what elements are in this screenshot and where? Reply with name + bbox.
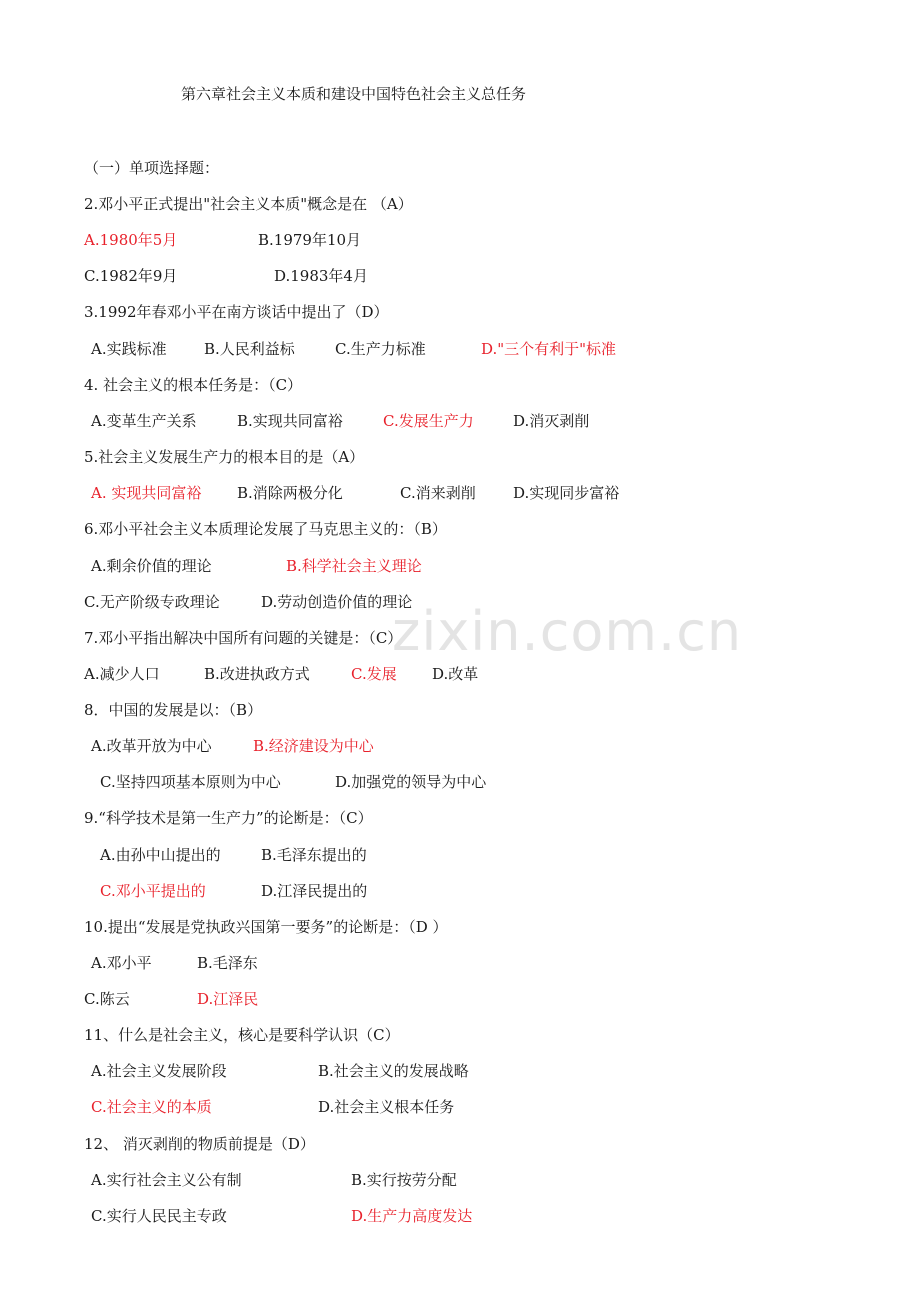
option-b: B.毛泽东 xyxy=(197,954,258,972)
option-b: B.实现共同富裕 xyxy=(237,412,343,430)
question-text: 6.邓小平社会主义本质理论发展了马克思主义的：（B） xyxy=(84,520,447,538)
option-a: A.实行社会主义公有制 xyxy=(91,1171,242,1189)
option-a: A.剩余价值的理论 xyxy=(91,557,212,575)
option-a-correct: A.1980年5月 xyxy=(84,231,178,249)
option-d: D.消灭剥削 xyxy=(513,412,590,430)
option-a: A.实践标准 xyxy=(91,340,167,358)
option-b: B.实行按劳分配 xyxy=(351,1171,457,1189)
option-c: C.生产力标准 xyxy=(335,340,426,358)
option-b-correct: B.经济建设为中心 xyxy=(253,737,374,755)
question-text: 2.邓小平正式提出"社会主义本质"概念是在 （A） xyxy=(84,195,413,213)
option-d-correct: D.江泽民 xyxy=(197,990,259,1008)
option-d: D.社会主义根本任务 xyxy=(318,1098,455,1116)
option-d: D.1983年4月 xyxy=(274,267,368,285)
question-text: 7.邓小平指出解决中国所有问题的关键是：（C） xyxy=(84,629,403,647)
option-d: D.劳动创造价值的理论 xyxy=(261,593,413,611)
option-a: A.改革开放为中心 xyxy=(91,737,212,755)
question-text: 4. 社会主义的根本任务是：（C） xyxy=(84,376,303,394)
option-b: B.消除两极分化 xyxy=(237,484,343,502)
option-d: D.加强党的领导为中心 xyxy=(335,773,487,791)
option-b: B.毛泽东提出的 xyxy=(261,846,367,864)
option-d: D.实现同步富裕 xyxy=(513,484,620,502)
question-text: 9.“科学技术是第一生产力”的论断是：（C） xyxy=(84,809,373,827)
option-b: B.改进执政方式 xyxy=(204,665,310,683)
option-c: C.坚持四项基本原则为中心 xyxy=(100,773,281,791)
option-a: A.社会主义发展阶段 xyxy=(91,1062,227,1080)
question-text: 10.提出“发展是党执政兴国第一要务”的论断是：（D ） xyxy=(84,918,448,936)
option-c: C.实行人民民主专政 xyxy=(91,1207,227,1225)
option-c: C.无产阶级专政理论 xyxy=(84,593,220,611)
option-c: C.陈云 xyxy=(84,990,130,1008)
option-c-correct: C.发展生产力 xyxy=(383,412,474,430)
question-text: 5.社会主义发展生产力的根本目的是（A） xyxy=(84,448,365,466)
option-d: D.改革 xyxy=(432,665,479,683)
option-d-correct: D."三个有利于"标准 xyxy=(481,340,617,358)
question-text: 12、 消灭剥削的物质前提是（D） xyxy=(84,1135,315,1153)
option-c-correct: C.邓小平提出的 xyxy=(100,882,206,900)
page-title: 第六章社会主义本质和建设中国特色社会主义总任务 xyxy=(181,85,527,103)
option-d: D.江泽民提出的 xyxy=(261,882,368,900)
question-text: 3.1992年春邓小平在南方谈话中提出了（D） xyxy=(84,303,389,321)
option-b: B.社会主义的发展战略 xyxy=(318,1062,469,1080)
question-text: 11、什么是社会主义，核心是要科学认识（C） xyxy=(84,1026,400,1044)
option-a: A.邓小平 xyxy=(91,954,152,972)
option-a-correct: A. 实现共同富裕 xyxy=(91,484,202,502)
option-a: A.减少人口 xyxy=(84,665,160,683)
option-c: C.1982年9月 xyxy=(84,267,178,285)
section-heading: （一）单项选择题： xyxy=(84,159,220,177)
option-c-correct: C.发展 xyxy=(351,665,397,683)
question-text: 8．中国的发展是以：（B） xyxy=(84,701,263,719)
option-c: C.消来剥削 xyxy=(400,484,476,502)
watermark: zixin.com.cn xyxy=(392,600,743,663)
option-b: B.1979年10月 xyxy=(258,231,362,249)
option-a: A.变革生产关系 xyxy=(91,412,197,430)
option-c-correct: C.社会主义的本质 xyxy=(91,1098,212,1116)
option-a: A.由孙中山提出的 xyxy=(100,846,221,864)
option-d-correct: D.生产力高度发达 xyxy=(351,1207,473,1225)
option-b: B.人民利益标 xyxy=(204,340,295,358)
option-b-correct: B.科学社会主义理论 xyxy=(286,557,422,575)
